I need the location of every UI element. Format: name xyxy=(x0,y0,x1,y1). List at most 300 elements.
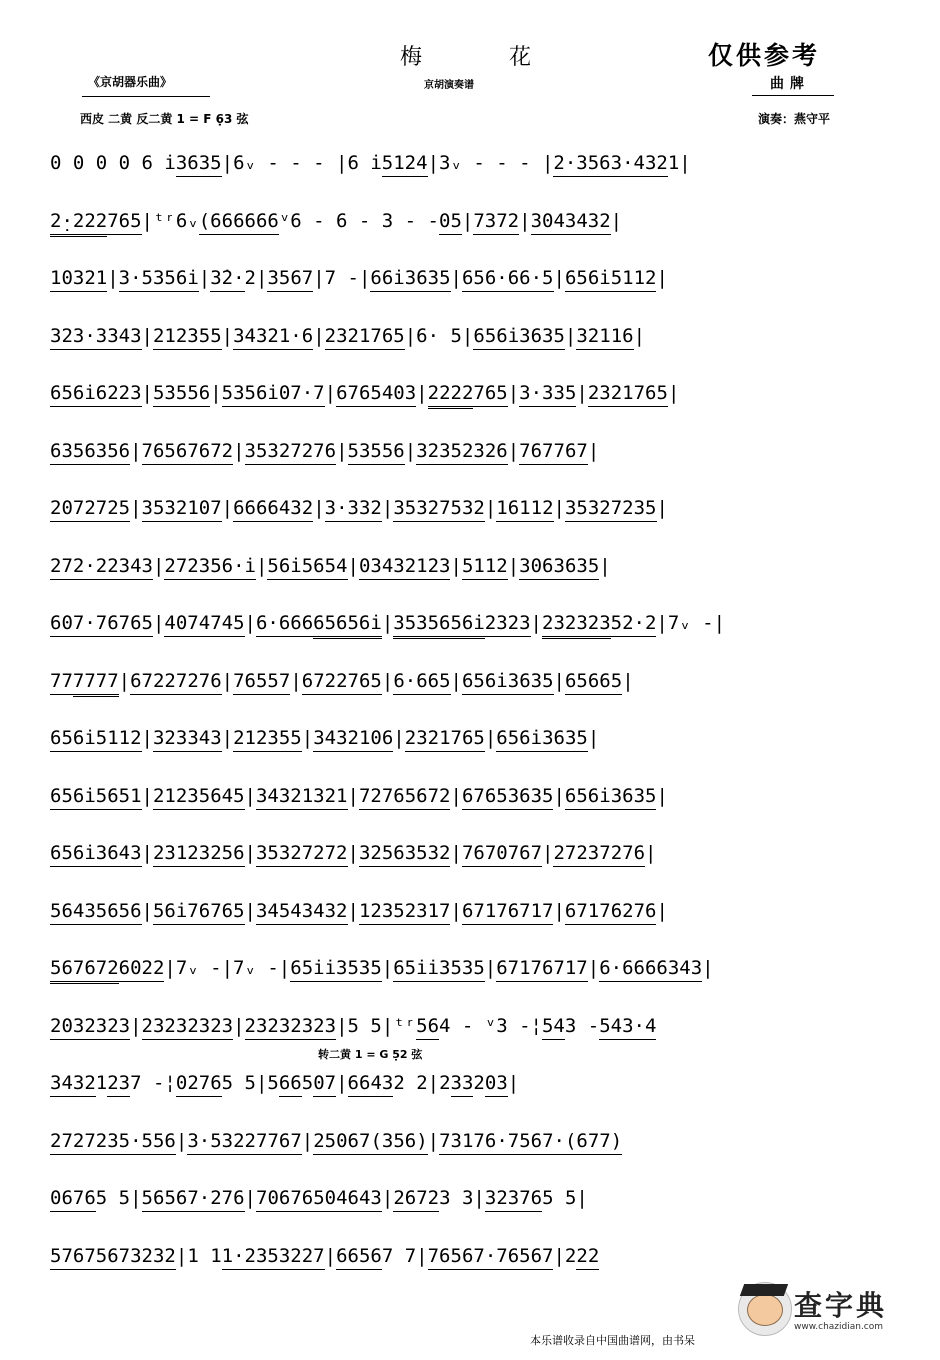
score-line xyxy=(50,610,890,642)
note-group: 535 xyxy=(348,438,382,465)
note-group: 65i̇i̇ xyxy=(290,955,336,982)
notation-text: 1 xyxy=(95,1072,108,1094)
notation-text: | xyxy=(587,439,600,462)
notation-text: | xyxy=(542,842,554,864)
logo-url: www.chazidian.com xyxy=(794,1322,884,1332)
score-line xyxy=(50,553,890,585)
note-group: 35 xyxy=(199,150,222,177)
note-group: 5112 xyxy=(611,265,657,292)
note-group: 6717 xyxy=(542,955,588,982)
note-group: 76 xyxy=(73,1185,96,1212)
score-line xyxy=(50,150,890,182)
note-group: 2123 xyxy=(233,725,279,752)
note-group: 535 xyxy=(153,380,187,407)
note-group: 3256 xyxy=(359,840,405,867)
notation-text: | xyxy=(221,669,234,692)
note-group: 1235 xyxy=(359,898,405,925)
note-group: 35 xyxy=(267,265,290,292)
note-group: 24 xyxy=(405,150,428,177)
notation-text: 3 3| xyxy=(439,1187,485,1209)
note-group: 306 xyxy=(519,553,553,580)
note-group: 33 xyxy=(451,1070,474,1097)
note-group: 3·3 xyxy=(519,380,553,407)
note-group: 2317 xyxy=(405,898,451,925)
note-group: 6·756 xyxy=(485,1128,542,1155)
note-group: 65 xyxy=(428,668,451,695)
note-group: 3432 xyxy=(233,323,279,350)
note-group: 6·6 xyxy=(393,668,427,695)
note-group: 66 xyxy=(279,1070,302,1097)
notation-text: | xyxy=(530,612,542,634)
notation-text: | xyxy=(553,899,565,922)
note-group: 56 xyxy=(451,1243,474,1270)
note-group: 7·(6 xyxy=(542,1128,588,1155)
note-group: 106 xyxy=(359,725,393,752)
note-group: 656i̇ xyxy=(50,783,96,810)
note-group: 321 xyxy=(576,323,610,350)
category-label: 曲牌 xyxy=(770,76,810,92)
note-group: 654 xyxy=(313,553,347,580)
notation-text: | xyxy=(221,324,234,347)
notation-text: |7 -| xyxy=(313,267,371,289)
score-line xyxy=(50,725,890,757)
notation-text: 4 - ᵛ3 -¦ xyxy=(439,1014,542,1037)
note-group: 6717 xyxy=(462,898,508,925)
note-group: 6765 xyxy=(199,898,245,925)
note-group: 765 xyxy=(107,208,141,235)
notation-text: | xyxy=(610,209,623,232)
note-group: 765 xyxy=(348,668,382,695)
performer-credit: 演奏：燕守平 xyxy=(758,112,831,126)
note-group: 0767 xyxy=(496,840,542,867)
notation-text: | xyxy=(141,784,153,807)
notation-text: | xyxy=(152,612,165,634)
note-group: 7276 xyxy=(599,840,645,867)
note-group: 56 xyxy=(153,1128,176,1155)
reference-stamp: 仅供参考 xyxy=(708,41,821,70)
score-line xyxy=(50,1185,890,1217)
note-group: 432 xyxy=(279,495,313,522)
note-group: 3432 xyxy=(313,725,359,752)
note-group: 56 xyxy=(187,380,210,407)
notation-text: | xyxy=(507,439,520,462)
note-group: 3432 xyxy=(50,1070,96,1097)
notation-text: | xyxy=(461,209,474,232)
note-group: 232323 xyxy=(542,610,611,639)
notation-text: |2 xyxy=(553,1244,577,1267)
note-group: 6356 xyxy=(84,438,130,465)
notation-text: | xyxy=(656,899,668,922)
notation-text: | xyxy=(324,1244,337,1267)
note-group: 55 xyxy=(199,323,222,350)
notation-text: 1| xyxy=(667,152,691,174)
note-group: 23 xyxy=(107,1070,130,1097)
note-group: 66 xyxy=(336,1243,359,1270)
note-group: 43 xyxy=(359,1185,382,1212)
notation-text: |7ᵥ -| xyxy=(656,612,726,634)
note-group: 5645 xyxy=(199,783,245,810)
note-group: 656i̇ xyxy=(50,840,96,867)
notation-text: | xyxy=(427,1129,440,1152)
note-group: 2343 xyxy=(107,553,153,580)
note-group: 2222 xyxy=(428,380,474,409)
note-group: 7317 xyxy=(439,1128,485,1155)
note-group: 7(3 xyxy=(359,1128,393,1155)
note-group: 1·6 xyxy=(279,323,313,350)
note-group: 3235 xyxy=(416,438,462,465)
notation-text: | xyxy=(622,669,634,692)
note-group: 2323 xyxy=(290,1013,336,1040)
notation-text: | xyxy=(313,497,325,519)
score-line xyxy=(50,840,890,872)
note-group: 21 xyxy=(84,265,107,292)
note-group: 207 xyxy=(50,495,84,522)
notation-text: | xyxy=(141,382,153,404)
note-group: 27 xyxy=(245,1128,268,1155)
note-group: 607·7 xyxy=(50,610,107,637)
note-group: 2725 xyxy=(84,495,130,522)
notation-text: | xyxy=(519,209,531,232)
note-group: 2323 xyxy=(485,610,531,637)
notation-text: | xyxy=(107,267,119,289)
notation-text: | xyxy=(507,1072,520,1094)
notation-text: | xyxy=(450,784,462,807)
note-group: 656i̇ xyxy=(473,323,519,350)
note-group: 343 xyxy=(107,323,141,350)
notation-text: | xyxy=(347,842,359,864)
notation-text: | xyxy=(450,842,462,864)
note-group: 54 xyxy=(599,1013,622,1040)
notation-text: | xyxy=(553,784,565,807)
note-group: 767 xyxy=(462,840,496,867)
notation-text: 2 xyxy=(473,1072,485,1094)
note-group: 7532 xyxy=(439,495,485,522)
score-line xyxy=(50,323,890,355)
note-group: 73 xyxy=(119,1243,142,1270)
note-group: i̇07·7 xyxy=(267,380,324,407)
notation-text: | xyxy=(484,497,497,519)
note-group: 2723 xyxy=(73,1128,119,1155)
notation-text: | xyxy=(450,554,462,577)
note-group: 3256 xyxy=(199,840,245,867)
notation-text: 7 7| xyxy=(381,1244,428,1267)
note-group: 046 xyxy=(325,1185,359,1212)
notation-text: 3 - xyxy=(564,1014,600,1037)
notation-text: | xyxy=(244,842,256,864)
note-group: 5112 xyxy=(96,725,142,752)
note-group: 765 xyxy=(634,380,668,407)
note-group: 6765 xyxy=(107,610,153,637)
note-group: 3532 xyxy=(565,495,611,522)
note-group: 76 xyxy=(222,1185,245,1212)
notation-text: | xyxy=(255,554,268,577)
note-group: 66 xyxy=(256,208,279,235)
note-group: 3·5 xyxy=(187,1128,221,1155)
note-group: 767 xyxy=(519,438,553,465)
note-group: 36 xyxy=(176,150,199,177)
note-group: 272·2 xyxy=(50,553,107,580)
notation-text: | xyxy=(313,324,325,347)
note-group: 3·4 xyxy=(622,1013,656,1040)
note-group: 55 xyxy=(279,725,302,752)
note-group: 3532 xyxy=(256,840,302,867)
notation-text: | xyxy=(381,669,394,692)
note-group: 6223 xyxy=(96,380,142,407)
note-group: 56·i̇ xyxy=(210,553,256,580)
note-group: 2312 xyxy=(153,840,199,867)
note-group: 656i̇ xyxy=(462,668,508,695)
notation-text: |3ᵥ - - - | xyxy=(427,152,554,174)
note-group: 2321 xyxy=(405,725,451,752)
note-group: 656i̇ xyxy=(50,725,96,752)
note-group: 76 xyxy=(199,1070,222,1097)
note-group: 656i̇ xyxy=(565,265,611,292)
note-group: 1·235 xyxy=(222,1243,279,1270)
note-group: 656·6 xyxy=(462,265,519,292)
note-group: 765 xyxy=(451,725,485,752)
notation-text: | xyxy=(290,669,302,692)
note-group: 3·535 xyxy=(119,265,176,292)
key-info: 西皮 二黄 反二黄 1 = F 6̣3 弦 xyxy=(80,112,249,126)
notation-text: | xyxy=(336,1072,348,1094)
notation-text: 2 2|2 xyxy=(393,1072,451,1094)
note-group: 32 xyxy=(222,1128,245,1155)
note-group: 3535 xyxy=(439,955,485,982)
notation-text: | xyxy=(587,957,600,979)
note-group: 343 xyxy=(187,725,221,752)
notation-text: | xyxy=(450,267,462,289)
notation-text: | xyxy=(667,382,680,404)
collection-label: 《京胡器乐曲》 xyxy=(88,75,173,89)
note-group: 2323 xyxy=(187,1013,233,1040)
note-group: 5356 xyxy=(222,380,268,407)
note-group: 3432 xyxy=(302,898,348,925)
note-group: 3532 xyxy=(142,495,188,522)
note-group: 67 xyxy=(290,265,313,292)
note-group: 161 xyxy=(496,495,530,522)
note-group: 765 xyxy=(473,380,507,407)
score-line xyxy=(50,265,890,297)
note-group: 6717 xyxy=(508,898,554,925)
note-group: 3532 xyxy=(245,438,291,465)
note-group: 12 xyxy=(531,495,554,522)
note-group: 25 xyxy=(313,1128,336,1155)
note-group: 635 xyxy=(50,438,84,465)
notation-text: | xyxy=(301,1129,314,1152)
notation-text: | xyxy=(152,554,165,577)
note-group: 65 xyxy=(599,668,622,695)
notation-text: | xyxy=(244,784,256,807)
notation-text: | xyxy=(347,899,359,922)
notation-text: |ᵗʳ6ᵥ xyxy=(141,209,199,232)
notation-text: | xyxy=(301,727,314,749)
note-group: 77 xyxy=(50,668,73,695)
note-group: 2321 xyxy=(588,380,634,407)
note-group: 65656i̇ xyxy=(313,610,382,639)
note-group: 43 xyxy=(370,1070,393,1097)
category-rule xyxy=(752,95,834,96)
note-group: 6·666 xyxy=(256,610,313,637)
note-group: 57 xyxy=(267,668,290,695)
note-group: 7777 xyxy=(73,668,119,697)
note-group: 765 xyxy=(290,1185,324,1212)
notation-text: | xyxy=(130,1014,142,1037)
note-group: 27 xyxy=(50,1128,73,1155)
notation-text: | xyxy=(141,899,153,922)
notation-text: |5 5|ᵗʳ xyxy=(336,1014,417,1037)
notation-text: 5 5| xyxy=(542,1187,588,1209)
note-group: 07 xyxy=(313,1070,336,1097)
note-group: 56 xyxy=(416,1013,439,1040)
notation-text: | xyxy=(381,957,394,979)
notation-text: | xyxy=(587,727,600,749)
score-line xyxy=(50,668,890,700)
notation-text: | xyxy=(484,957,497,979)
notation-text: | xyxy=(507,554,520,577)
notation-text: 5 5|5 xyxy=(221,1072,279,1094)
note-group: 656 xyxy=(565,668,599,695)
note-group: 107 xyxy=(187,495,221,522)
notation-text: | xyxy=(381,612,394,634)
note-group: 52·2 xyxy=(611,610,657,637)
note-group: 2323 xyxy=(245,1013,291,1040)
notation-text: | xyxy=(141,842,153,864)
note-group: 6722 xyxy=(302,668,348,695)
note-group: 72 xyxy=(496,208,519,235)
note-group: 6·666 xyxy=(599,955,656,982)
note-group: 3532 xyxy=(405,840,451,867)
note-group: 03 xyxy=(485,1070,508,1097)
note-group: 7276 xyxy=(290,438,336,465)
note-group: 767 xyxy=(554,438,588,465)
notation-text: | xyxy=(553,497,565,519)
note-group: 05 xyxy=(439,208,462,235)
note-group: 22 xyxy=(576,1243,599,1270)
note-group: 407 xyxy=(164,610,198,637)
notation-text: | xyxy=(553,267,565,289)
note-group: 2321 xyxy=(325,323,371,350)
notation-text: | xyxy=(233,439,245,462)
footer-note: 本乐谱收录自中国曲谱网，由书呆 xyxy=(530,1334,695,1347)
note-group: 76 xyxy=(428,1243,451,1270)
note-group: 3432 xyxy=(565,208,611,235)
note-group: 5651 xyxy=(96,783,142,810)
note-group: 35 xyxy=(554,380,577,407)
note-group: 6717 xyxy=(496,955,542,982)
note-group: 7·2 xyxy=(187,1185,221,1212)
mascot-face-icon xyxy=(747,1294,783,1326)
note-group: 3635 xyxy=(519,323,565,350)
note-group: 7·7 xyxy=(473,1243,507,1270)
note-group: 77) xyxy=(588,1128,622,1155)
note-group: 6343 xyxy=(656,955,702,982)
note-group: 323 xyxy=(153,725,187,752)
note-group: 73 xyxy=(473,208,496,235)
note-group: 1321 xyxy=(302,783,348,810)
note-group: 103 xyxy=(50,265,84,292)
notation-text: |6· 5| xyxy=(404,324,474,347)
notation-text: | xyxy=(141,727,153,749)
note-group: 2723 xyxy=(553,840,599,867)
note-group: 2323 xyxy=(84,1013,130,1040)
note-group: 6756 xyxy=(73,1243,119,1270)
score-line xyxy=(50,955,890,987)
notation-text: | xyxy=(175,1129,188,1152)
score-line xyxy=(50,898,890,930)
note-group: 656i̇ xyxy=(50,380,96,407)
score-line xyxy=(50,1243,890,1275)
note-group: 06 xyxy=(50,1185,73,1212)
note-group: 66 xyxy=(233,208,256,235)
note-group: 3535 xyxy=(336,955,382,982)
notation-text: | xyxy=(656,784,668,807)
note-group: 3432 xyxy=(256,783,302,810)
note-group: 6i̇ xyxy=(176,265,199,292)
site-logo xyxy=(730,1278,920,1340)
notation-text: | xyxy=(324,382,337,404)
note-group: 6765 xyxy=(462,783,508,810)
notation-text: 5 xyxy=(301,1072,314,1094)
note-group: 7272 xyxy=(302,840,348,867)
note-group: 3635 xyxy=(542,725,588,752)
note-group: 72 xyxy=(416,1185,439,1212)
note-group: 3635 xyxy=(611,783,657,810)
notation-text: 7 -¦ xyxy=(130,1072,176,1094)
note-group: 56) xyxy=(393,1128,427,1155)
notation-text: | xyxy=(347,784,359,807)
note-group: 66i̇ xyxy=(370,265,404,292)
notation-text: | xyxy=(702,957,714,979)
note-group: 3454 xyxy=(256,898,302,925)
score-line xyxy=(50,208,890,240)
note-group: 5643 xyxy=(50,898,96,925)
notation-text: | xyxy=(393,727,405,749)
note-group: 5672 xyxy=(405,783,451,810)
note-group: 4745 xyxy=(199,610,245,637)
notation-text: | xyxy=(633,324,646,347)
note-group: 56 xyxy=(588,150,611,177)
notation-text: 0 0 0 0 6 i̇ xyxy=(50,152,176,174)
note-group: 2123 xyxy=(405,553,451,580)
note-group: 5·5 xyxy=(119,1128,153,1155)
note-group: 56i̇7 xyxy=(153,898,199,925)
notation-text: | xyxy=(564,324,577,347)
note-group: 57 xyxy=(50,1243,73,1270)
note-group: (66 xyxy=(199,208,233,235)
note-group: 3̇2· xyxy=(210,265,244,292)
note-group: 3535656i̇ xyxy=(393,610,485,639)
note-group: 51 xyxy=(382,150,405,177)
note-group: 6722 xyxy=(130,668,176,695)
note-group: 2̣·222 xyxy=(50,208,107,237)
note-group: 32 xyxy=(359,495,382,522)
notation-text: | xyxy=(130,439,142,462)
graduation-cap-icon xyxy=(740,1284,788,1296)
note-group: 02 xyxy=(176,1070,199,1097)
note-group: 65i̇i̇ xyxy=(393,955,439,982)
score-line xyxy=(50,495,890,527)
score-line xyxy=(50,1128,890,1160)
notation-text: | xyxy=(507,382,520,404)
note-group: 56 xyxy=(164,1185,187,1212)
logo-text: 查字典 xyxy=(794,1289,888,1322)
note-group: 6666 xyxy=(233,495,279,522)
notation-text: | xyxy=(221,727,234,749)
notation-text: | xyxy=(404,439,417,462)
note-group: 5656 xyxy=(96,898,142,925)
note-group: 76 xyxy=(519,1185,542,1212)
note-group: 3635 xyxy=(554,553,600,580)
